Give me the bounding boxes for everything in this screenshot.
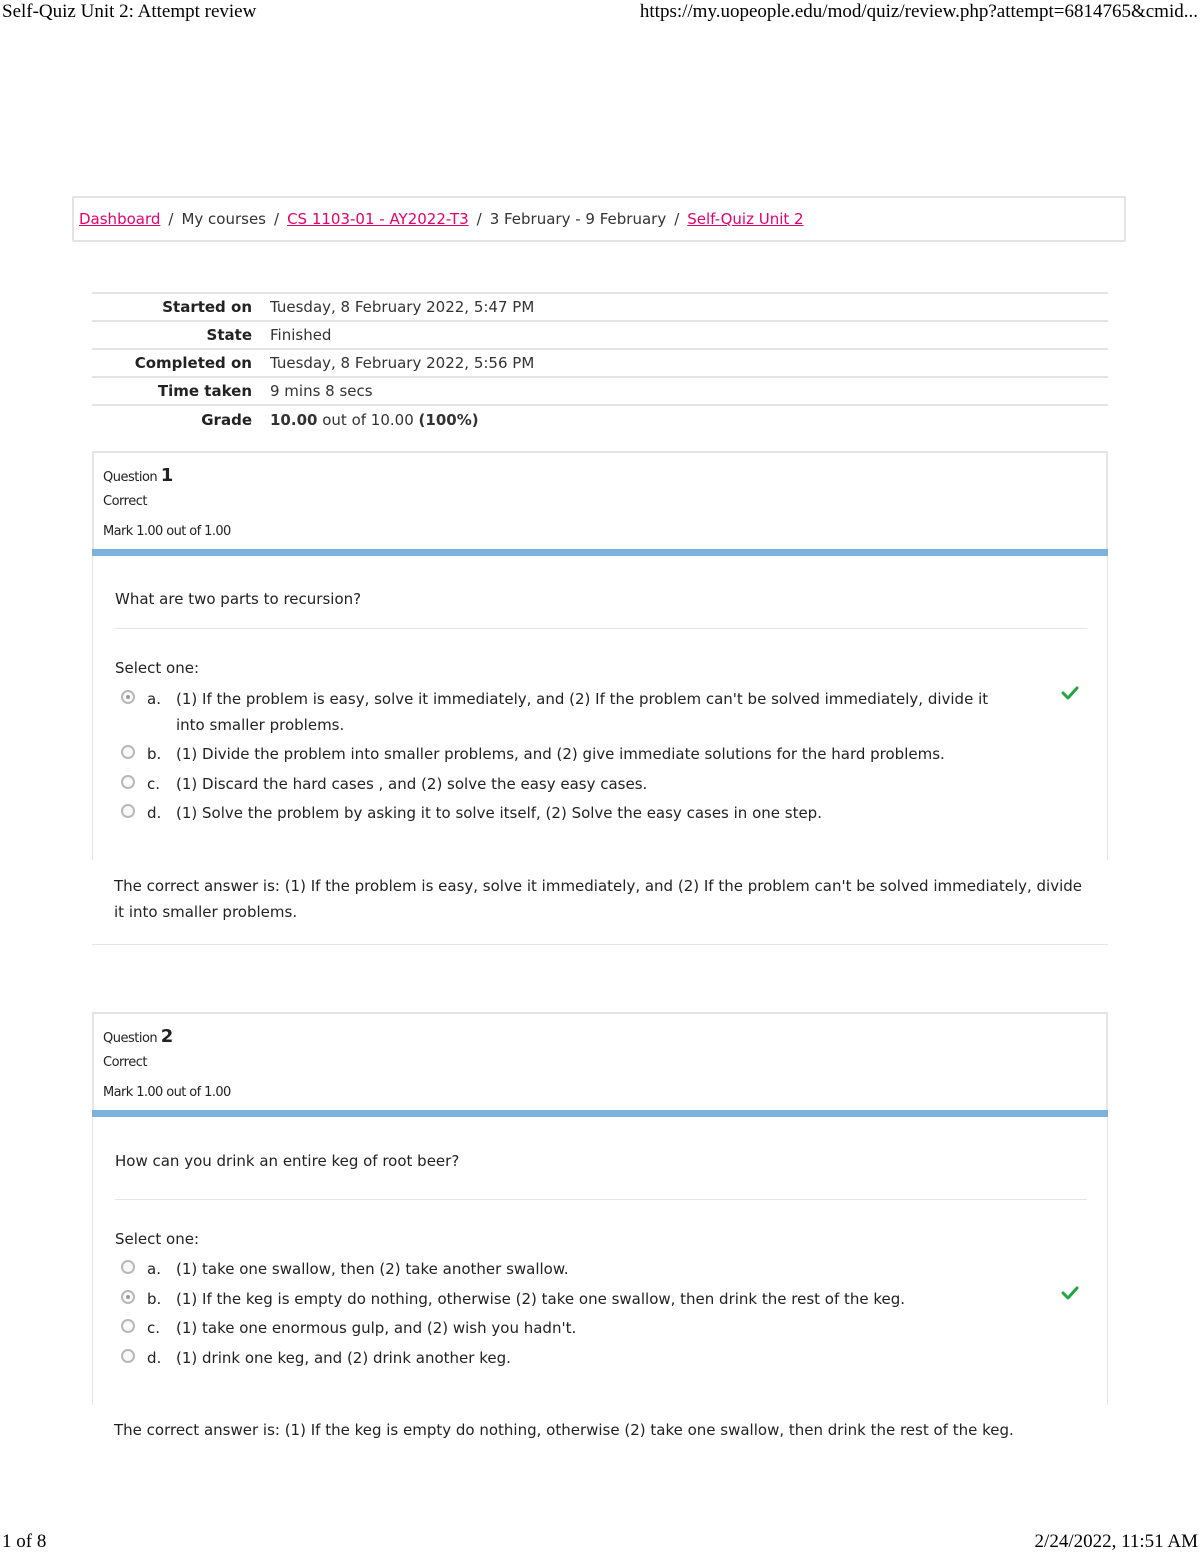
option-letter: b. bbox=[147, 745, 162, 763]
summary-row-time-taken bbox=[92, 377, 1108, 405]
summary-value: 9 mins 8 secs bbox=[270, 382, 373, 400]
option-letter: c. bbox=[147, 1319, 161, 1337]
radio-icon[interactable] bbox=[121, 804, 135, 818]
question-divider bbox=[92, 944, 1108, 945]
question-mark: Mark 1.00 out of 1.00 bbox=[103, 1085, 231, 1100]
breadcrumb-separator: / bbox=[476, 210, 482, 228]
radio-icon[interactable] bbox=[121, 1260, 135, 1274]
attempt-summary-table bbox=[92, 292, 1108, 433]
summary-label: Started on bbox=[162, 298, 252, 316]
option-text: (1) take one swallow, then (2) take another swallow. bbox=[176, 1260, 569, 1278]
option-letter: a. bbox=[147, 1260, 161, 1278]
question-number bbox=[103, 1026, 173, 1047]
question-number bbox=[103, 465, 173, 486]
summary-value: Tuesday, 8 February 2022, 5:47 PM bbox=[270, 298, 535, 316]
summary-label: Time taken bbox=[157, 382, 252, 400]
print-page-url: https://my.uopeople.edu/mod/quiz/review.php?attempt=6814765&cmid... bbox=[639, 1, 1198, 22]
summary-label: Grade bbox=[201, 410, 252, 429]
breadcrumb-quiz-link[interactable]: Self-Quiz Unit 2 bbox=[687, 210, 804, 228]
option-text: (1) Solve the problem by asking it to solve itself, (2) Solve the easy cases in one step. bbox=[176, 804, 822, 822]
question-label: Question bbox=[103, 470, 158, 485]
summary-row-started bbox=[92, 293, 1108, 321]
print-timestamp: 2/24/2022, 11:51 AM bbox=[1034, 1531, 1198, 1552]
radio-selected-icon[interactable] bbox=[121, 1290, 135, 1304]
question-bar bbox=[92, 549, 1108, 556]
grade-percent: (100%) bbox=[418, 410, 479, 429]
summary-value bbox=[262, 405, 1108, 433]
breadcrumb-my-courses: My courses bbox=[181, 210, 266, 228]
option-text: (1) Divide the problem into smaller problems, and (2) give immediate solutions for the hard problems. bbox=[176, 745, 945, 763]
check-icon bbox=[1061, 1286, 1079, 1300]
answer-option-b[interactable] bbox=[121, 1286, 1021, 1312]
question-mark: Mark 1.00 out of 1.00 bbox=[103, 524, 231, 539]
print-footer bbox=[0, 1530, 1200, 1556]
summary-row-state bbox=[92, 321, 1108, 349]
answer-option-d[interactable] bbox=[121, 1345, 1021, 1371]
breadcrumb-dashboard-link[interactable]: Dashboard bbox=[79, 210, 161, 228]
answer-option-c[interactable] bbox=[121, 771, 1021, 797]
option-text: (1) drink one keg, and (2) drink another keg. bbox=[176, 1349, 511, 1367]
option-text: (1) Discard the hard cases , and (2) solve the easy easy cases. bbox=[176, 775, 648, 793]
grade-out-of: out of 10.00 bbox=[322, 410, 414, 429]
breadcrumb-week: 3 February - 9 February bbox=[489, 210, 667, 228]
print-page-number: 1 of 8 bbox=[2, 1531, 47, 1552]
option-letter: a. bbox=[147, 690, 161, 708]
question-bar bbox=[92, 1110, 1108, 1117]
breadcrumb-separator: / bbox=[274, 210, 280, 228]
question-state: Correct bbox=[103, 1055, 147, 1070]
summary-row-grade bbox=[92, 405, 1108, 433]
check-icon bbox=[1061, 686, 1079, 700]
option-letter: d. bbox=[147, 804, 162, 822]
answer-option-a[interactable] bbox=[121, 1256, 1021, 1282]
radio-icon[interactable] bbox=[121, 1319, 135, 1333]
radio-icon[interactable] bbox=[121, 745, 135, 759]
select-one-label: Select one: bbox=[115, 659, 200, 677]
answer-option-c[interactable] bbox=[121, 1315, 1021, 1341]
question-number-value: 1 bbox=[160, 465, 173, 486]
option-letter: d. bbox=[147, 1349, 162, 1367]
summary-row-completed bbox=[92, 349, 1108, 377]
grade-score: 10.00 bbox=[270, 410, 318, 429]
question-number-value: 2 bbox=[160, 1026, 173, 1047]
breadcrumb bbox=[72, 196, 1126, 242]
answer-option-b[interactable] bbox=[121, 741, 1021, 767]
question-divider bbox=[115, 1199, 1087, 1200]
question-text: What are two parts to recursion? bbox=[115, 590, 362, 608]
question-content-1 bbox=[92, 556, 1108, 860]
breadcrumb-course-link[interactable]: CS 1103-01 - AY2022-T3 bbox=[287, 210, 469, 228]
breadcrumb-separator: / bbox=[674, 210, 680, 228]
question-text: How can you drink an entire keg of root beer? bbox=[115, 1152, 460, 1170]
radio-icon[interactable] bbox=[121, 1349, 135, 1363]
question-info-1 bbox=[92, 451, 1108, 551]
breadcrumb-separator: / bbox=[168, 210, 174, 228]
correct-answer-text: The correct answer is: (1) If the problem is easy, solve it immediately, and (2) If the problem can't be solved immediately, divide it into smaller problems. bbox=[114, 877, 1083, 921]
question-content-2 bbox=[92, 1117, 1108, 1405]
correct-answer-text: The correct answer is: (1) If the keg is empty do nothing, otherwise (2) take one swallow, then drink the rest of the keg. bbox=[114, 1421, 1014, 1439]
option-text: (1) If the keg is empty do nothing, otherwise (2) take one swallow, then drink the rest of the keg. bbox=[176, 1290, 906, 1308]
print-page-title: Self-Quiz Unit 2: Attempt review bbox=[2, 1, 257, 22]
question-divider bbox=[115, 628, 1087, 629]
question-label: Question bbox=[103, 1031, 158, 1046]
question-feedback-2 bbox=[92, 1417, 1108, 1447]
summary-value: Tuesday, 8 February 2022, 5:56 PM bbox=[270, 354, 535, 372]
option-text: (1) If the problem is easy, solve it immediately, and (2) If the problem can't be solved immediately, divide it into smaller problems. bbox=[176, 690, 989, 734]
radio-icon[interactable] bbox=[121, 775, 135, 789]
radio-selected-icon[interactable] bbox=[121, 690, 135, 704]
print-header bbox=[0, 0, 1200, 26]
option-text: (1) take one enormous gulp, and (2) wish you hadn't. bbox=[176, 1319, 577, 1337]
answer-option-d[interactable] bbox=[121, 800, 1021, 826]
question-state: Correct bbox=[103, 494, 147, 509]
option-letter: b. bbox=[147, 1290, 162, 1308]
question-info-2 bbox=[92, 1012, 1108, 1112]
summary-value: Finished bbox=[270, 326, 332, 344]
summary-label: State bbox=[206, 326, 252, 344]
answer-option-a[interactable] bbox=[121, 686, 1021, 738]
option-letter: c. bbox=[147, 775, 161, 793]
select-one-label: Select one: bbox=[115, 1230, 200, 1248]
question-feedback-1 bbox=[92, 873, 1108, 933]
summary-label: Completed on bbox=[134, 354, 252, 372]
